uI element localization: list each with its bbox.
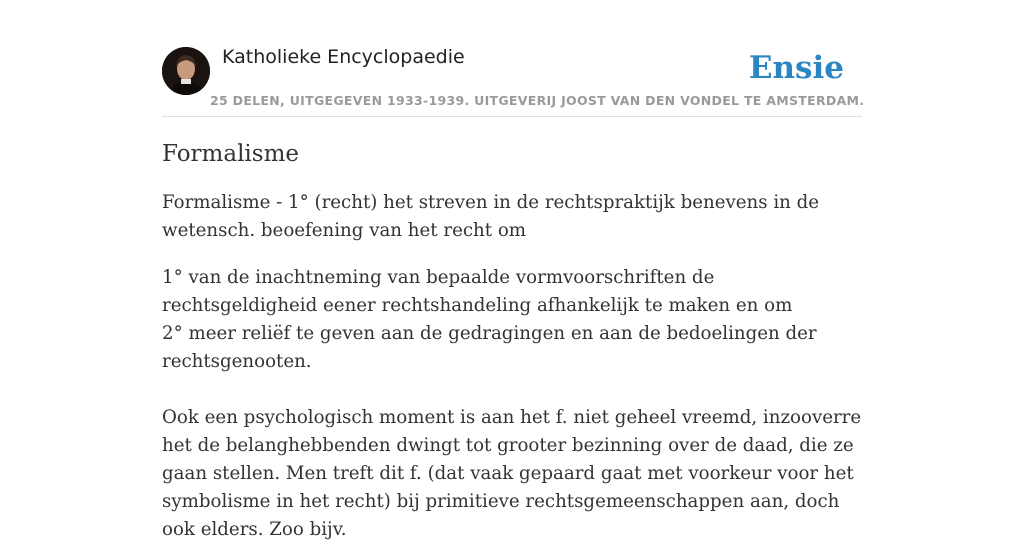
entry-title: Formalisme: [162, 141, 300, 167]
entry-paragraph-2-line-2: 2° meer reliëf te geven aan de gedragingen en aan de bedoelingen der rechtsgenooten.: [162, 323, 817, 372]
entry-paragraph-1: Formalisme - 1° (recht) het streven in de rechtspraktijk benevens in de wetensch. beoefening van het recht om: [162, 192, 820, 241]
page: [162, 0, 865, 544]
source-title[interactable]: Katholieke Encyclopaedie: [222, 46, 465, 68]
source-header: [162, 0, 865, 117]
avatar[interactable]: [162, 47, 210, 95]
source-meta: 25 DELEN, UITGEGEVEN 1933-1939. UITGEVERIJ JOOST VAN DEN VONDEL TE AMSTERDAM.: [210, 93, 865, 108]
entry-paragraph-2: [162, 264, 862, 376]
brand-logo[interactable]: Ensie: [748, 50, 844, 86]
entry-paragraph-2-line-1: 1° van de inachtneming van bepaalde vormvoorschriften de rechtsgeldigheid eener rechtshandeling afhankelijk te maken en om: [162, 267, 793, 316]
portrait-avatar-icon: [162, 47, 210, 95]
entry-paragraph-3: Ook een psychologisch moment is aan het f. niet geheel vreemd, inzooverre het de belanghebbenden dwingt tot grooter bezinning over de daad, die ze gaan stellen. Men treft dit f. (dat vaak gepaard gaat met voorkeur voor het symbolisme in het recht) bij primitieve rechtsgemeenschappen aan, doch ook elders. Zoo bijv.: [162, 407, 862, 540]
